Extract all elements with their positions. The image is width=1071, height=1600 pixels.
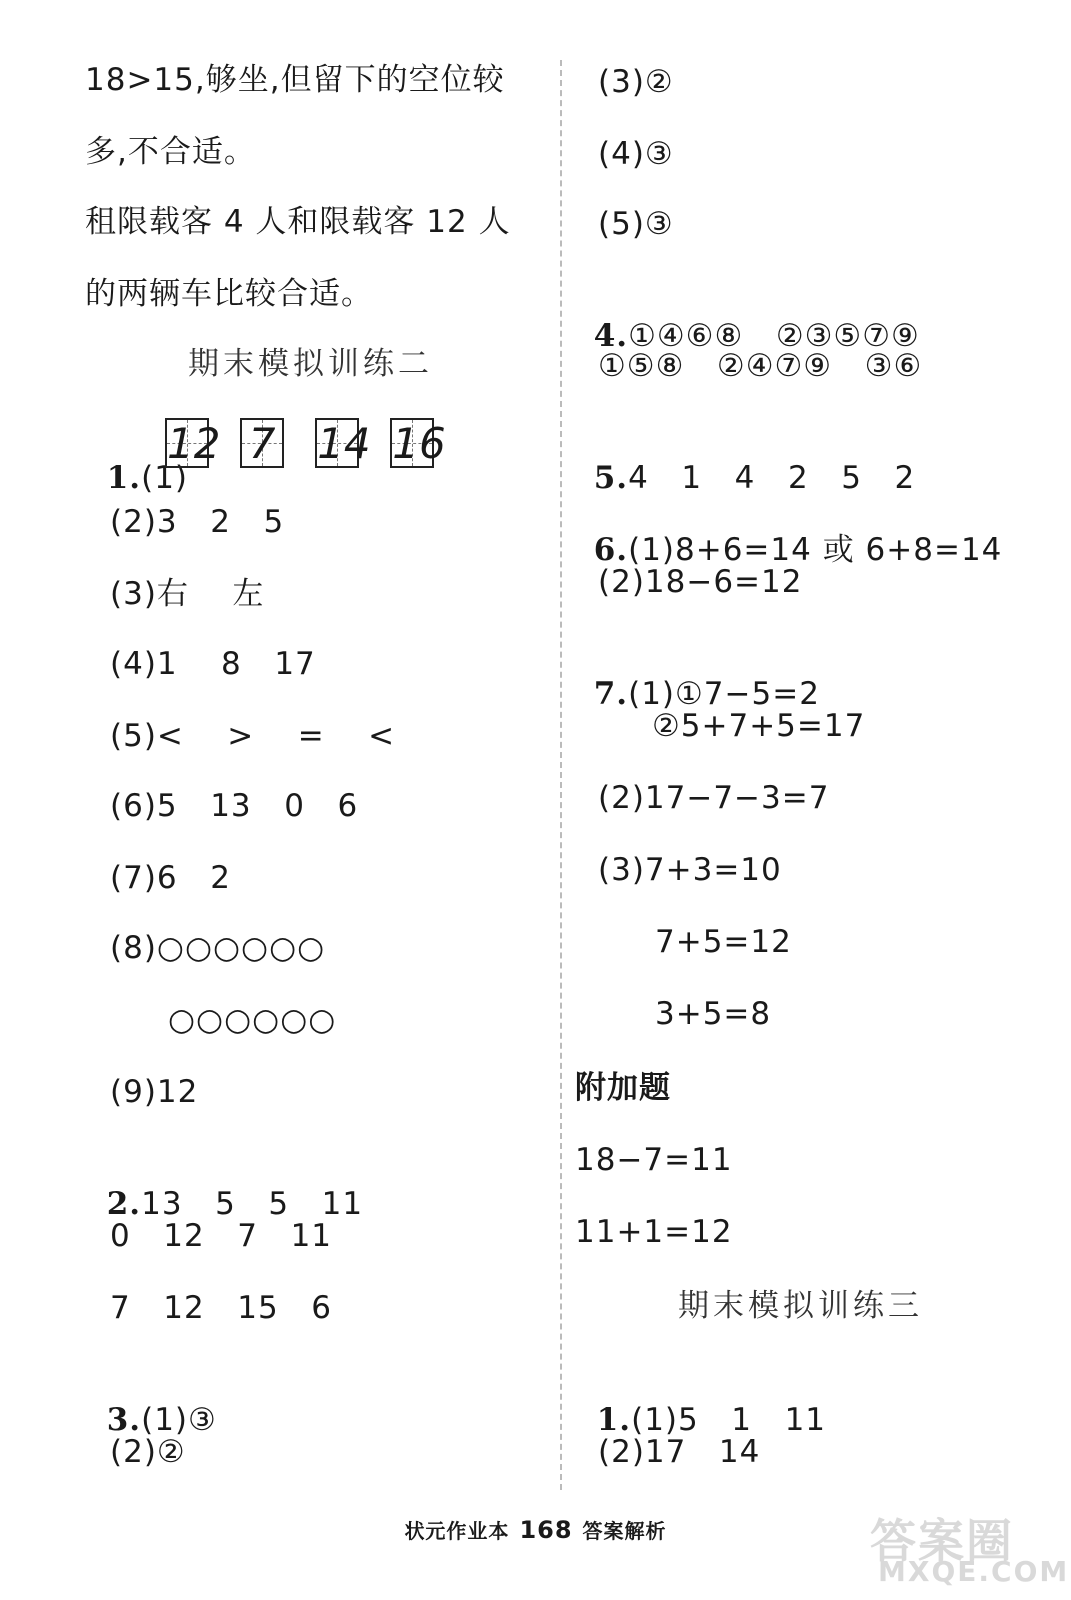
question-number: 1. — [106, 460, 142, 496]
book-name: 状元作业本 — [404, 1519, 510, 1543]
q1-8-answer-row-1: (8)○○○○○○ — [110, 930, 326, 966]
q3-1-answer: (1)③ — [141, 1402, 217, 1438]
handwritten-digit: 16 — [392, 419, 446, 468]
question-number: 6. — [593, 532, 629, 568]
q6-line-1 — [572, 490, 1002, 570]
q3-5-answer: (5)③ — [598, 206, 674, 242]
q7-2-answer: (2)17−7−3=7 — [598, 780, 830, 816]
tian-grid-cell — [315, 418, 371, 468]
q1-9-answer: (9)12 — [110, 1074, 199, 1110]
watermark-url: MXQE.COM — [878, 1555, 1070, 1588]
t3-2-answer: (2)17 14 — [598, 1434, 761, 1470]
q6-2-answer: (2)18−6=12 — [598, 564, 803, 600]
q2-answer-row-2: 0 12 7 11 — [110, 1218, 333, 1254]
question-number: 2. — [106, 1186, 142, 1222]
handwritten-digit: 12 — [167, 419, 221, 468]
t3-1-answer: (1)5 1 11 — [631, 1402, 827, 1438]
watermark-logo: 答案圈 — [870, 1514, 1014, 1568]
q7-3-answer-b: 7+5=12 — [655, 924, 792, 960]
extra-answer-2: 11+1=12 — [575, 1214, 733, 1250]
q1-5-answer: (5)< > = < — [110, 718, 396, 754]
section-name: 答案解析 — [582, 1519, 667, 1543]
left-paragraph-line-3: 租限载客 4 人和限载客 12 人 — [85, 204, 511, 240]
q1-2-answer: (2)3 2 5 — [110, 504, 285, 540]
q7-1-answer-b: ②5+7+5=17 — [652, 708, 866, 744]
extra-section-title: 附加题 — [575, 1070, 671, 1106]
section-title-3: 期末模拟训练三 — [678, 1288, 923, 1324]
q7-1-answer: (1)①7−5=2 — [628, 676, 820, 712]
q5-line — [572, 418, 915, 498]
q1-4-answer: (4)1 8 17 — [110, 646, 316, 682]
q3-2-answer: (2)② — [110, 1434, 186, 1470]
question-number: 5. — [593, 460, 629, 496]
t3-line-1 — [575, 1360, 826, 1440]
q5-answer: 4 1 4 2 5 2 — [628, 460, 916, 496]
q1-1-label: (1) — [141, 460, 189, 496]
section-title-2: 期末模拟训练二 — [188, 346, 433, 382]
q6-1-answer: (1)8+6=14 或 6+8=14 — [628, 532, 1003, 568]
q3-4-answer: (4)③ — [598, 136, 674, 172]
q7-3-answer-c: 3+5=8 — [655, 996, 772, 1032]
handwritten-digit: 7 — [248, 419, 276, 468]
q4-answer-row-1: ①④⑥⑧ ②③⑤⑦⑨ — [628, 318, 920, 354]
q1-6-answer: (6)5 13 0 6 — [110, 788, 359, 824]
page-number: 168 — [519, 1516, 573, 1544]
tian-grid-cell — [165, 418, 221, 468]
question-number: 1. — [596, 1402, 632, 1438]
q4-line-1 — [572, 276, 920, 356]
column-divider — [560, 60, 562, 1490]
tian-grid-cell — [390, 418, 446, 468]
q2-answer-row-3: 7 12 15 6 — [110, 1290, 333, 1326]
question-number: 4. — [593, 318, 629, 354]
handwritten-digit: 14 — [317, 419, 371, 468]
extra-answer-1: 18−7=11 — [575, 1142, 733, 1178]
tian-grid-cell — [240, 418, 284, 468]
q7-3-answer: (3)7+3=10 — [598, 852, 782, 888]
question-number: 3. — [106, 1402, 142, 1438]
q3-line-1 — [85, 1360, 217, 1440]
q1-8-answer-row-2: ○○○○○○ — [168, 1002, 337, 1038]
left-paragraph-line-1: 18>15,够坐,但留下的空位较 — [85, 62, 505, 98]
q1-3-answer: (3)右 左 — [110, 576, 265, 612]
q4-answer-row-2: ①⑤⑧ ②④⑦⑨ ③⑥ — [598, 348, 923, 384]
tian-grid-row — [165, 418, 460, 468]
q2-line-1 — [85, 1144, 363, 1224]
q7-line-1 — [572, 634, 820, 714]
left-paragraph-line-2: 多,不合适。 — [85, 134, 256, 170]
left-paragraph-line-4: 的两辆车比较合适。 — [85, 276, 373, 312]
question-number: 7. — [593, 676, 629, 712]
q1-7-answer: (7)6 2 — [110, 860, 231, 896]
q3-3-answer: (3)② — [598, 64, 674, 100]
q2-answer-row-1: 13 5 5 11 — [141, 1186, 364, 1222]
